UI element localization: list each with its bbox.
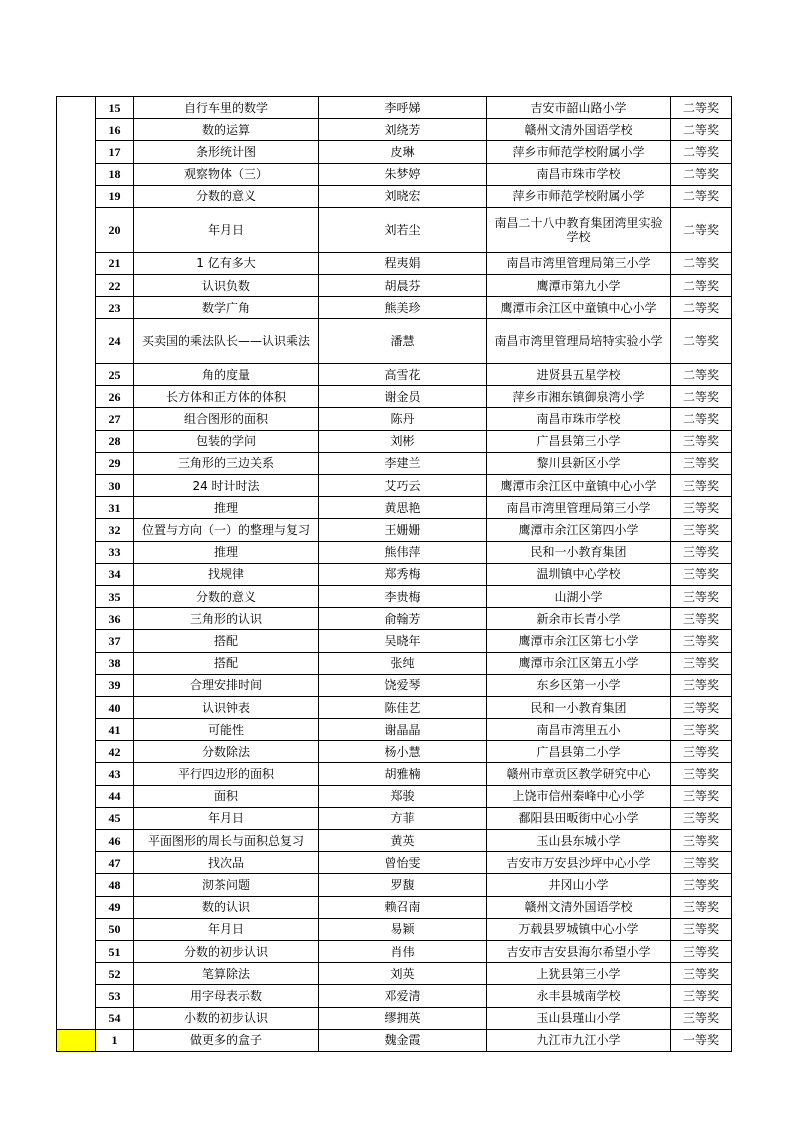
table-row [57, 896, 732, 918]
table-row [57, 141, 732, 163]
row-number: 41 [96, 719, 134, 741]
row-number: 29 [96, 452, 134, 474]
teacher-name: 方菲 [319, 807, 487, 829]
row-number: 38 [96, 652, 134, 674]
lesson-title: 找规律 [134, 563, 319, 585]
row-number: 32 [96, 519, 134, 541]
table-row [57, 585, 732, 607]
lesson-title: 认识负数 [134, 274, 319, 296]
lesson-title: 可能性 [134, 719, 319, 741]
row-number: 49 [96, 896, 134, 918]
lesson-title: 面积 [134, 785, 319, 807]
table-row [57, 475, 732, 497]
teacher-name: 谢金员 [319, 386, 487, 408]
table-row [57, 763, 732, 785]
award-level: 三等奖 [671, 940, 732, 962]
lesson-title: 条形统计图 [134, 141, 319, 163]
row-number: 47 [96, 852, 134, 874]
row-number: 17 [96, 141, 134, 163]
teacher-name: 熊伟萍 [319, 541, 487, 563]
lesson-title: 三角形的认识 [134, 608, 319, 630]
lesson-title: 数的运算 [134, 119, 319, 141]
row-number: 46 [96, 830, 134, 852]
award-level: 三等奖 [671, 719, 732, 741]
award-level: 三等奖 [671, 497, 732, 519]
teacher-name: 刘英 [319, 963, 487, 985]
lesson-title: 平面图形的周长与面积总复习 [134, 830, 319, 852]
table-row [57, 608, 732, 630]
teacher-name: 郑秀梅 [319, 563, 487, 585]
row-number: 24 [96, 319, 134, 364]
award-level: 三等奖 [671, 652, 732, 674]
award-level: 三等奖 [671, 541, 732, 563]
lesson-title: 搭配 [134, 652, 319, 674]
teacher-name: 缪拥英 [319, 1007, 487, 1029]
row-number: 26 [96, 386, 134, 408]
table-row [57, 252, 732, 274]
row-number: 21 [96, 252, 134, 274]
table-row [57, 807, 732, 829]
school-name: 东乡区第一小学 [487, 674, 671, 696]
row-number: 1 [96, 1029, 134, 1051]
lesson-title: 自行车里的数学 [134, 97, 319, 119]
school-name: 萍乡市师范学校附属小学 [487, 185, 671, 207]
teacher-name: 陈佳艺 [319, 696, 487, 718]
award-level: 二等奖 [671, 408, 732, 430]
teacher-name: 邓爱清 [319, 985, 487, 1007]
lesson-title: 组合图形的面积 [134, 408, 319, 430]
row-number: 45 [96, 807, 134, 829]
school-name: 新余市长青小学 [487, 608, 671, 630]
lesson-title: 三角形的三边关系 [134, 452, 319, 474]
school-name: 南昌市湾里管理局第三小学 [487, 497, 671, 519]
teacher-name: 潘慧 [319, 319, 487, 364]
table-row [57, 497, 732, 519]
award-level: 三等奖 [671, 563, 732, 585]
school-name: 鹰潭市余江区第四小学 [487, 519, 671, 541]
school-name: 广昌县第二小学 [487, 741, 671, 763]
row-number: 18 [96, 163, 134, 185]
award-level: 三等奖 [671, 807, 732, 829]
lesson-title: 买卖国的乘法队长——认识乘法 [134, 319, 319, 364]
school-name: 民和一小教育集团 [487, 541, 671, 563]
teacher-name: 杨小慧 [319, 741, 487, 763]
school-name: 万载县罗城镇中心小学 [487, 918, 671, 940]
teacher-name: 胡雅楠 [319, 763, 487, 785]
school-name: 鹰潭市余江区第七小学 [487, 630, 671, 652]
teacher-name: 赖召南 [319, 896, 487, 918]
row-number: 31 [96, 497, 134, 519]
row-number: 27 [96, 408, 134, 430]
award-level: 二等奖 [671, 185, 732, 207]
teacher-name: 熊美珍 [319, 297, 487, 319]
row-number: 19 [96, 185, 134, 207]
award-level: 三等奖 [671, 785, 732, 807]
award-level: 三等奖 [671, 896, 732, 918]
school-name: 南昌市湾里管理局培特实验小学 [487, 319, 671, 364]
award-level: 二等奖 [671, 97, 732, 119]
teacher-name: 黄英 [319, 830, 487, 852]
teacher-name: 李贵梅 [319, 585, 487, 607]
award-level: 三等奖 [671, 963, 732, 985]
award-level: 三等奖 [671, 763, 732, 785]
school-name: 萍乡市湘东镇御泉湾小学 [487, 386, 671, 408]
lesson-title: 1 亿有多大 [134, 252, 319, 274]
teacher-name: 肖伟 [319, 940, 487, 962]
school-name: 南昌市珠市学校 [487, 408, 671, 430]
award-level: 三等奖 [671, 918, 732, 940]
lesson-title: 角的度量 [134, 364, 319, 386]
teacher-name: 饶爱琴 [319, 674, 487, 696]
teacher-name: 李建兰 [319, 452, 487, 474]
school-name: 赣州文清外国语学校 [487, 119, 671, 141]
table-row [57, 563, 732, 585]
row-number: 16 [96, 119, 134, 141]
teacher-name: 刘彬 [319, 430, 487, 452]
school-name: 温圳镇中心学校 [487, 563, 671, 585]
award-level: 三等奖 [671, 585, 732, 607]
teacher-name: 刘若尘 [319, 207, 487, 252]
table-row [57, 364, 732, 386]
table-row [57, 207, 732, 252]
lesson-title: 找次品 [134, 852, 319, 874]
row-number: 39 [96, 674, 134, 696]
category-cell-highlighted [57, 1029, 96, 1051]
row-number: 34 [96, 563, 134, 585]
school-name: 上饶市信州秦峰中心小学 [487, 785, 671, 807]
row-number: 20 [96, 207, 134, 252]
school-name: 南昌市湾里五小 [487, 719, 671, 741]
table-row [57, 274, 732, 296]
school-name: 井冈山小学 [487, 874, 671, 896]
award-level: 三等奖 [671, 741, 732, 763]
row-number: 25 [96, 364, 134, 386]
lesson-title: 24 时计时法 [134, 475, 319, 497]
lesson-title: 分数除法 [134, 741, 319, 763]
lesson-title: 年月日 [134, 807, 319, 829]
award-level: 二等奖 [671, 252, 732, 274]
award-level: 二等奖 [671, 141, 732, 163]
row-number: 43 [96, 763, 134, 785]
table-row [57, 541, 732, 563]
table-row [57, 719, 732, 741]
school-name: 山湖小学 [487, 585, 671, 607]
teacher-name: 王姗姗 [319, 519, 487, 541]
teacher-name: 俞翰芳 [319, 608, 487, 630]
school-name: 鄱阳县田畈街中心小学 [487, 807, 671, 829]
lesson-title: 位置与方向（一）的整理与复习 [134, 519, 319, 541]
award-level: 三等奖 [671, 452, 732, 474]
lesson-title: 沏茶问题 [134, 874, 319, 896]
table-row [57, 630, 732, 652]
lesson-title: 年月日 [134, 207, 319, 252]
teacher-name: 高雪花 [319, 364, 487, 386]
row-number: 35 [96, 585, 134, 607]
table-row [57, 985, 732, 1007]
lesson-title: 分数的意义 [134, 185, 319, 207]
table-row [57, 297, 732, 319]
row-number: 44 [96, 785, 134, 807]
table-row [57, 430, 732, 452]
school-name: 进贤县五星学校 [487, 364, 671, 386]
award-table-body [57, 97, 732, 1052]
row-number: 40 [96, 696, 134, 718]
award-list-table [56, 96, 732, 1052]
table-row [57, 163, 732, 185]
school-name: 吉安市吉安县海尔希望小学 [487, 940, 671, 962]
teacher-name: 程夷娟 [319, 252, 487, 274]
award-level: 三等奖 [671, 430, 732, 452]
award-level: 三等奖 [671, 519, 732, 541]
award-level: 三等奖 [671, 696, 732, 718]
award-level: 三等奖 [671, 608, 732, 630]
row-number: 30 [96, 475, 134, 497]
award-level: 三等奖 [671, 630, 732, 652]
lesson-title: 平行四边形的面积 [134, 763, 319, 785]
table-row [57, 97, 732, 119]
award-level: 二等奖 [671, 119, 732, 141]
school-name: 九江市九江小学 [487, 1029, 671, 1051]
table-row [57, 652, 732, 674]
row-number: 28 [96, 430, 134, 452]
teacher-name: 曾怡雯 [319, 852, 487, 874]
lesson-title: 包装的学问 [134, 430, 319, 452]
teacher-name: 陈丹 [319, 408, 487, 430]
school-name: 民和一小教育集团 [487, 696, 671, 718]
school-name: 玉山县瑾山小学 [487, 1007, 671, 1029]
teacher-name: 刘绕芳 [319, 119, 487, 141]
teacher-name: 罗馥 [319, 874, 487, 896]
table-row [57, 785, 732, 807]
award-level: 三等奖 [671, 852, 732, 874]
school-name: 上犹县第三小学 [487, 963, 671, 985]
table-row [57, 696, 732, 718]
school-name: 吉安市万安县沙坪中心小学 [487, 852, 671, 874]
table-row [57, 830, 732, 852]
school-name: 萍乡市师范学校附属小学 [487, 141, 671, 163]
award-level: 三等奖 [671, 475, 732, 497]
teacher-name: 郑骏 [319, 785, 487, 807]
lesson-title: 数学广角 [134, 297, 319, 319]
table-row [57, 852, 732, 874]
lesson-title: 推理 [134, 497, 319, 519]
table-row [57, 119, 732, 141]
row-number: 42 [96, 741, 134, 763]
row-number: 51 [96, 940, 134, 962]
school-name: 鹰潭市余江区第五小学 [487, 652, 671, 674]
table-row [57, 452, 732, 474]
school-name: 鹰潭市余江区中童镇中心小学 [487, 297, 671, 319]
row-number: 52 [96, 963, 134, 985]
award-level: 一等奖 [671, 1029, 732, 1051]
award-level: 三等奖 [671, 874, 732, 896]
teacher-name: 魏金霞 [319, 1029, 487, 1051]
school-name: 南昌市湾里管理局第三小学 [487, 252, 671, 274]
lesson-title: 分数的意义 [134, 585, 319, 607]
table-row [57, 519, 732, 541]
award-level: 二等奖 [671, 207, 732, 252]
school-name: 南昌市珠市学校 [487, 163, 671, 185]
school-name: 广昌县第三小学 [487, 430, 671, 452]
award-level: 三等奖 [671, 674, 732, 696]
teacher-name: 胡晨芬 [319, 274, 487, 296]
row-number: 36 [96, 608, 134, 630]
row-number: 15 [96, 97, 134, 119]
teacher-name: 吴晓年 [319, 630, 487, 652]
award-level: 二等奖 [671, 364, 732, 386]
table-row [57, 874, 732, 896]
row-number: 53 [96, 985, 134, 1007]
teacher-name: 易颖 [319, 918, 487, 940]
row-number: 37 [96, 630, 134, 652]
award-level: 二等奖 [671, 274, 732, 296]
teacher-name: 朱梦婷 [319, 163, 487, 185]
school-name: 吉安市韶山路小学 [487, 97, 671, 119]
school-name: 黎川县新区小学 [487, 452, 671, 474]
award-level: 三等奖 [671, 1007, 732, 1029]
award-level: 二等奖 [671, 297, 732, 319]
row-number: 33 [96, 541, 134, 563]
row-number: 48 [96, 874, 134, 896]
table-row [57, 386, 732, 408]
row-number: 54 [96, 1007, 134, 1029]
school-name: 玉山县东城小学 [487, 830, 671, 852]
table-row [57, 1029, 732, 1051]
lesson-title: 观察物体（三） [134, 163, 319, 185]
award-level: 三等奖 [671, 830, 732, 852]
row-number: 50 [96, 918, 134, 940]
teacher-name: 张纯 [319, 652, 487, 674]
school-name: 鹰潭市第九小学 [487, 274, 671, 296]
lesson-title: 长方体和正方体的体积 [134, 386, 319, 408]
award-level: 二等奖 [671, 386, 732, 408]
teacher-name: 谢晶晶 [319, 719, 487, 741]
row-number: 23 [96, 297, 134, 319]
school-name: 赣州文清外国语学校 [487, 896, 671, 918]
lesson-title: 做更多的盒子 [134, 1029, 319, 1051]
teacher-name: 李呼娣 [319, 97, 487, 119]
school-name: 永丰县城南学校 [487, 985, 671, 1007]
teacher-name: 皮琳 [319, 141, 487, 163]
award-level: 三等奖 [671, 985, 732, 1007]
teacher-name: 刘晓宏 [319, 185, 487, 207]
lesson-title: 分数的初步认识 [134, 940, 319, 962]
school-name: 赣州市章贡区教学研究中心 [487, 763, 671, 785]
table-row [57, 185, 732, 207]
lesson-title: 年月日 [134, 918, 319, 940]
lesson-title: 用字母表示数 [134, 985, 319, 1007]
award-level: 二等奖 [671, 319, 732, 364]
school-name: 南昌二十八中教育集团湾里实验学校 [487, 207, 671, 252]
category-cell [57, 97, 96, 1030]
table-row [57, 408, 732, 430]
table-row [57, 963, 732, 985]
row-number: 22 [96, 274, 134, 296]
lesson-title: 合理安排时间 [134, 674, 319, 696]
table-row [57, 1007, 732, 1029]
table-row [57, 319, 732, 364]
lesson-title: 搭配 [134, 630, 319, 652]
table-row [57, 741, 732, 763]
lesson-title: 小数的初步认识 [134, 1007, 319, 1029]
table-row [57, 940, 732, 962]
teacher-name: 艾巧云 [319, 475, 487, 497]
lesson-title: 认识钟表 [134, 696, 319, 718]
school-name: 鹰潭市余江区中童镇中心小学 [487, 475, 671, 497]
lesson-title: 数的认识 [134, 896, 319, 918]
lesson-title: 笔算除法 [134, 963, 319, 985]
teacher-name: 黄思艳 [319, 497, 487, 519]
table-row [57, 918, 732, 940]
award-level: 二等奖 [671, 163, 732, 185]
table-row [57, 674, 732, 696]
lesson-title: 推理 [134, 541, 319, 563]
